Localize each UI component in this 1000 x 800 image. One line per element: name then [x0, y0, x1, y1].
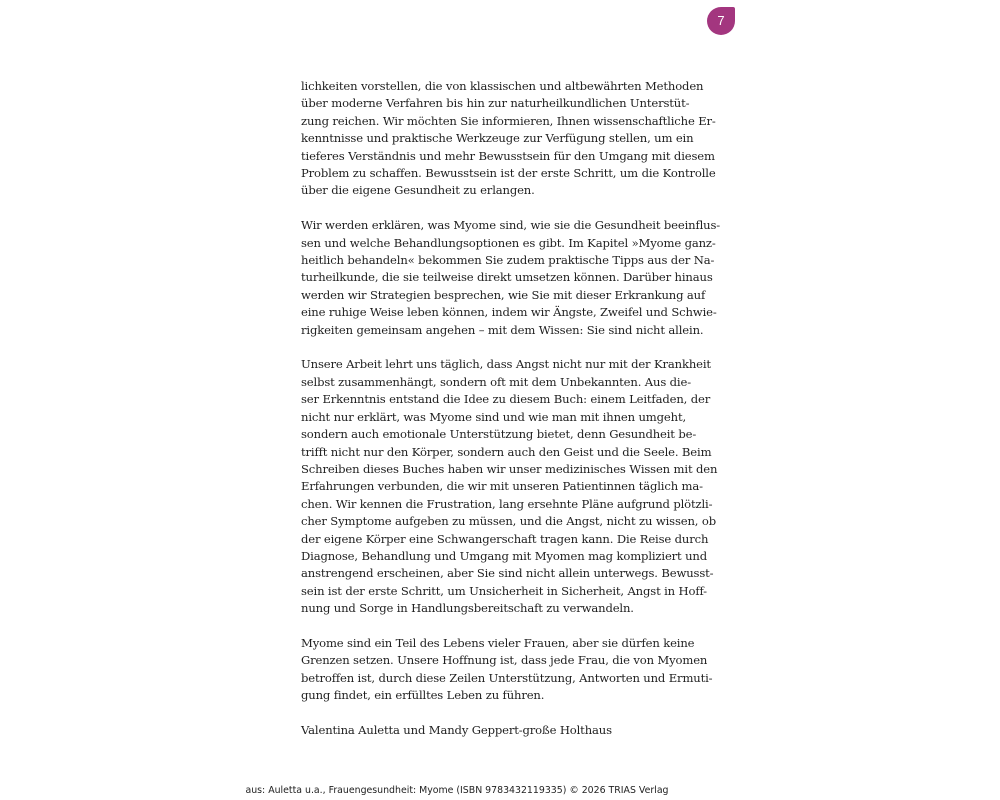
page-number-badge: 7: [707, 7, 735, 35]
text-line: tieferes Verständnis und mehr Bewusstsein für den Umgang mit diesem: [301, 148, 715, 163]
text-line: selbst zusammenhängt, sondern oft mit dem Unbekannten. Aus die-: [301, 374, 691, 389]
text-line: Myome sind ein Teil des Lebens vieler Frauen, aber sie dürfen keine: [301, 635, 695, 650]
text-line: sen und welche Behandlungsoptionen es gibt. Im Kapitel »Myome ganz-: [301, 235, 716, 250]
text-line: Schreiben dieses Buches haben wir unser medizinisches Wissen mit den: [301, 461, 718, 476]
footer-text: aus: Auletta u.a., Frauengesundheit: Myome (ISBN 9783432119335) © 2026 TRIAS Verlag: [245, 785, 669, 796]
text-line: turheilkunde, die sie teilweise direkt umsetzen können. Darüber hinaus: [301, 270, 713, 285]
text-line: nicht nur erklärt, was Myome sind und wie man mit ihnen umgeht,: [301, 409, 686, 424]
signature-text: Valentina Auletta und Mandy Geppert-große Holthaus: [301, 722, 612, 737]
text-line: lichkeiten vorstellen, die von klassischen und altbewährten Methoden: [301, 79, 704, 93]
text-line: anstrengend erscheinen, aber Sie sind nicht allein unterwegs. Bewusst-: [301, 566, 714, 581]
paragraph-4: [301, 635, 713, 705]
text-line: über die eigene Gesundheit zu erlangen.: [301, 183, 535, 198]
text-line: werden wir Strategien besprechen, wie Sie mit dieser Erkrankung auf: [301, 287, 706, 302]
text-line: Erfahrungen verbunden, die wir mit unseren Patientinnen täglich ma-: [301, 479, 703, 494]
text-line: Diagnose, Behandlung und Umgang mit Myomen mag kompliziert und: [301, 548, 707, 563]
text-line: zung reichen. Wir möchten Sie informieren, Ihnen wissenschaftliche Er-: [301, 113, 716, 128]
text-line: sondern auch emotionale Unterstützung bietet, denn Gesundheit be-: [301, 427, 697, 442]
paragraph-3: [301, 356, 718, 617]
paragraph-1: [301, 78, 716, 200]
text-line: gung findet, ein erfülltes Leben zu führen.: [301, 688, 545, 703]
body-text: [301, 78, 721, 739]
copyright-footer: [0, 785, 1000, 796]
text-line: nung und Sorge in Handlungsbereitschaft zu verwandeln.: [301, 601, 634, 616]
text-line: kenntnisse und praktische Werkzeuge zur Verfügung stellen, um ein: [301, 131, 694, 146]
text-line: chen. Wir kennen die Frustration, lang ersehnte Pläne aufgrund plötzli-: [301, 496, 713, 511]
text-line: Grenzen setzen. Unsere Hoffnung ist, dass jede Frau, die von Myomen: [301, 653, 708, 668]
text-line: Unsere Arbeit lehrt uns täglich, dass Angst nicht nur mit der Krankheit: [301, 357, 711, 372]
text-line: über moderne Verfahren bis hin zur naturheilkundlichen Unterstüt-: [301, 96, 690, 111]
text-line: der eigene Körper eine Schwangerschaft tragen kann. Die Reise durch: [301, 531, 709, 546]
text-line: cher Symptome aufgeben zu müssen, und die Angst, nicht zu wissen, ob: [301, 514, 716, 529]
text-line: heitlich behandeln« bekommen Sie zudem praktische Tipps aus der Na-: [301, 253, 715, 268]
text-line: eine ruhige Weise leben können, indem wir Ängste, Zweifel und Schwie-: [301, 305, 717, 320]
text-line: rigkeiten gemeinsam angehen – mit dem Wissen: Sie sind nicht allein.: [301, 322, 704, 337]
text-line: sein ist der erste Schritt, um Unsicherheit in Sicherheit, Angst in Hoff-: [301, 583, 707, 598]
text-line: betroffen ist, durch diese Zeilen Unterstützung, Antworten und Ermuti-: [301, 670, 713, 685]
text-line: ser Erkenntnis entstand die Idee zu diesem Buch: einem Leitfaden, der: [301, 392, 711, 407]
text-line: trifft nicht nur den Körper, sondern auch den Geist und die Seele. Beim: [301, 444, 712, 459]
author-signature: [301, 722, 701, 739]
paragraph-2: [301, 217, 721, 339]
text-line: Wir werden erklären, was Myome sind, wie sie die Gesundheit beeinflus-: [301, 218, 721, 233]
text-line: Problem zu schaffen. Bewusstsein ist der erste Schritt, um die Kontrolle: [301, 166, 716, 181]
